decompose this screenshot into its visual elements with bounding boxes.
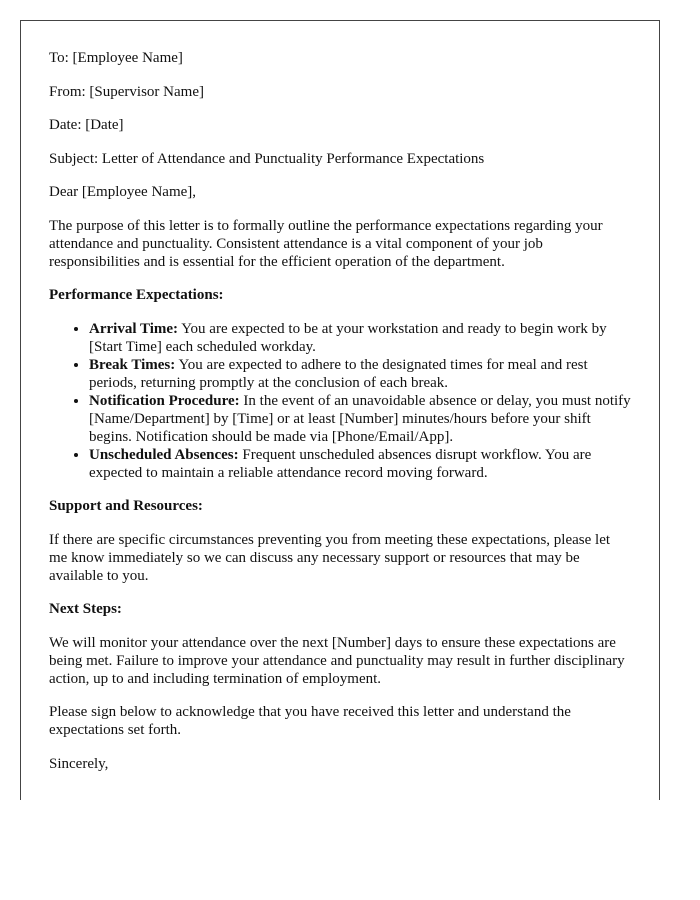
letter-page <box>20 20 660 800</box>
acknowledge-paragraph: Please sign below to acknowledge that you have received this letter and understand the expectations set forth. <box>49 704 571 738</box>
expectation-text: You are expected to adhere to the designated times for meal and rest periods, returning promptly at the conclusion of each break. <box>89 356 588 391</box>
expectation-term: Arrival Time: <box>89 320 179 337</box>
expectation-term: Break Times: <box>89 356 176 373</box>
support-heading: Support and Resources: <box>49 498 203 514</box>
expectation-term: Notification Procedure: <box>89 392 240 409</box>
next-steps-heading: Next Steps: <box>49 601 122 617</box>
salutation: Dear [Employee Name], <box>49 184 197 200</box>
expectations-heading: Performance Expectations: <box>49 287 224 303</box>
expectation-item-notification <box>89 392 631 446</box>
from-line: From: [Supervisor Name] <box>49 83 204 100</box>
intro-paragraph: The purpose of this letter is to formally outline the performance expectations regarding your attendance and punctuality. Consistent attendance is a vital component of your job responsibilities and is essential for the efficient operation of the department. <box>49 217 603 270</box>
expectation-text: Frequent unscheduled absences disrupt workflow. You are expected to maintain a reliable attendance record moving forward. <box>89 446 592 481</box>
next-steps-paragraph: We will monitor your attendance over the next [Number] days to ensure these expectations are being met. Failure to improve your attendance and punctuality may result in further disciplinary action, up to and including termination of employment. <box>49 634 625 687</box>
expectations-list <box>49 320 631 482</box>
subject-line: Subject: Letter of Attendance and Punctuality Performance Expectations <box>49 150 485 167</box>
expectation-item-absences <box>89 446 631 482</box>
to-line: To: [Employee Name] <box>49 50 183 66</box>
closing-line: Sincerely, <box>49 755 109 772</box>
expectation-text: In the event of an unavoidable absence or delay, you must notify [Name/Department] by [Time] or at least [Number] minutes/hours before your shift begins. Notification should be made via [Phone/Email/App]. <box>89 392 631 445</box>
expectation-term: Unscheduled Absences: <box>89 446 239 463</box>
support-paragraph: If there are specific circumstances preventing you from meeting these expectations, please let me know immediately so we can discuss any necessary support or resources that may be available to you. <box>49 531 611 584</box>
expectation-text: You are expected to be at your workstation and ready to begin work by [Start Time] each scheduled workday. <box>89 320 607 355</box>
expectation-item-breaks <box>89 356 631 392</box>
date-line: Date: [Date] <box>49 117 124 133</box>
expectation-item-arrival <box>89 320 631 356</box>
